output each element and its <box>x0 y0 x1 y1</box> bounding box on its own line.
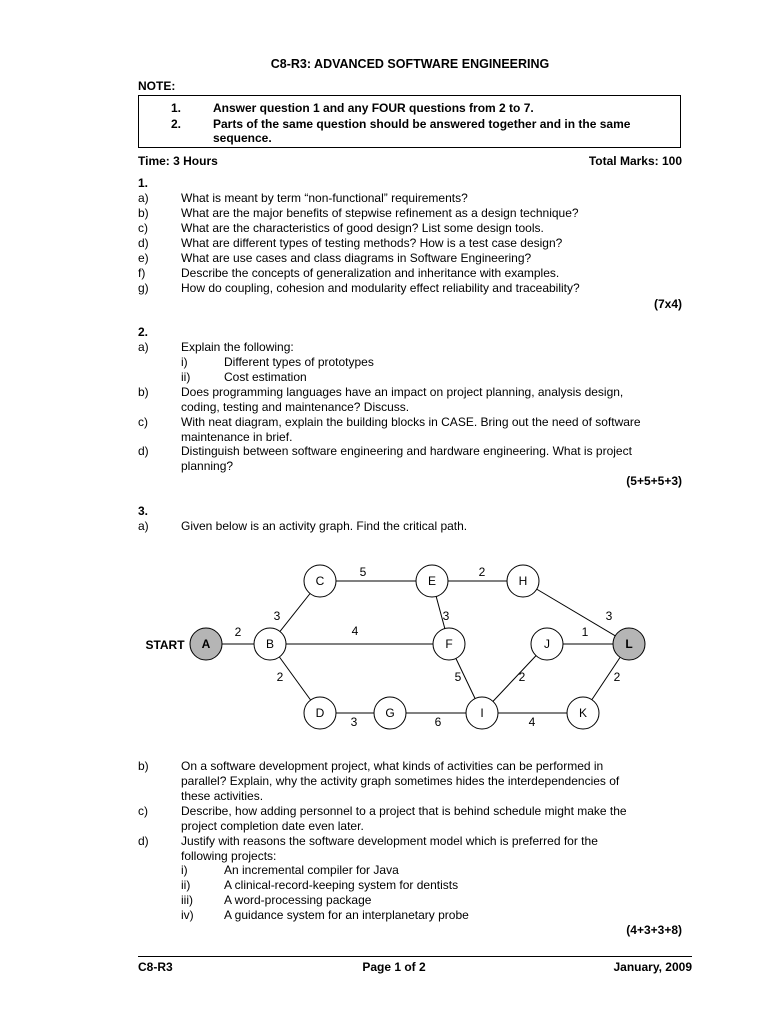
part-label: g) <box>138 281 149 295</box>
part-label: b) <box>138 385 149 399</box>
total-marks: Total Marks: 100 <box>588 154 682 168</box>
node-label: C <box>315 574 325 588</box>
edge-weight: 6 <box>434 715 442 729</box>
subpart-label: i) <box>181 863 188 877</box>
subpart-text: An incremental compiler for Java <box>224 863 399 877</box>
note-number: 2. <box>171 117 182 131</box>
subpart-label: ii) <box>181 370 191 384</box>
edge-weight: 2 <box>478 565 486 579</box>
time-label: Time: 3 Hours <box>138 154 218 168</box>
part-text-continued: planning? <box>181 459 234 473</box>
part-text: What are the characteristics of good design? List some design tools. <box>181 221 544 235</box>
marks: (4+3+3+8) <box>626 923 682 937</box>
part-text: Does programming languages have an impact on project planning, analysis design, <box>181 385 624 399</box>
part-label: d) <box>138 834 149 848</box>
part-label: b) <box>138 759 149 773</box>
edge-weight: 4 <box>528 715 536 729</box>
edge-weight: 5 <box>454 670 462 684</box>
page-number: Page 1 of 2 <box>362 960 426 974</box>
part-text: Describe, how adding personnel to a project that is behind schedule might make the <box>181 804 627 818</box>
marks: (5+5+5+3) <box>626 474 682 488</box>
part-text: Distinguish between software engineering and hardware engineering. What is project <box>181 444 632 458</box>
part-text-continued: following projects: <box>181 849 277 863</box>
part-text: Given below is an activity graph. Find the critical path. <box>181 519 468 533</box>
part-text-continued: parallel? Explain, why the activity graph sometimes hides the interdependencies of <box>181 774 620 788</box>
subpart-text: A clinical-record-keeping system for dentists <box>224 878 459 892</box>
node-label: D <box>315 706 325 720</box>
question-number: 1. <box>138 176 149 190</box>
node-label: L <box>625 637 633 651</box>
part-label: c) <box>138 221 148 235</box>
part-label: c) <box>138 804 148 818</box>
note-text: Answer question 1 and any FOUR questions from 2 to 7. <box>213 101 534 115</box>
node-label: E <box>427 574 437 588</box>
part-label: e) <box>138 251 149 265</box>
note-text: Parts of the same question should be answered together and in the same <box>213 117 631 131</box>
node-label: H <box>518 574 528 588</box>
footer-divider <box>138 956 692 957</box>
edge-weight: 3 <box>605 609 613 623</box>
subpart-text: Cost estimation <box>224 370 307 384</box>
edge-weight: 5 <box>359 565 367 579</box>
subpart-text: A word-processing package <box>224 893 372 907</box>
edge-weight: 3 <box>273 609 281 623</box>
note-number: 1. <box>171 101 182 115</box>
node-label: J <box>544 637 550 651</box>
start-label: START <box>145 638 185 652</box>
footer-date: January, 2009 <box>613 960 692 974</box>
node-label: B <box>265 637 275 651</box>
node-label: I <box>480 706 484 720</box>
question-number: 3. <box>138 504 149 518</box>
note-label: NOTE: <box>138 79 176 93</box>
part-text-continued: these activities. <box>181 789 264 803</box>
subpart-label: iii) <box>181 893 193 907</box>
part-text: What are the major benefits of stepwise refinement as a design technique? <box>181 206 579 220</box>
subpart-text: Different types of prototypes <box>224 355 374 369</box>
part-text: Justify with reasons the software development model which is preferred for the <box>181 834 598 848</box>
note-text-continued: sequence. <box>213 131 272 145</box>
node-label: G <box>385 706 395 720</box>
part-text-continued: project completion date even later. <box>181 819 364 833</box>
part-label: a) <box>138 340 149 354</box>
edge-weight: 3 <box>350 715 358 729</box>
part-label: d) <box>138 444 149 458</box>
part-text: What are use cases and class diagrams in Software Engineering? <box>181 251 532 265</box>
part-label: b) <box>138 206 149 220</box>
part-text: What is meant by term “non-functional” requirements? <box>181 191 468 205</box>
part-label: a) <box>138 519 149 533</box>
part-label: d) <box>138 236 149 250</box>
node-label: F <box>445 637 453 651</box>
edge-weight: 1 <box>581 625 589 639</box>
node-label: K <box>578 706 588 720</box>
edge-weight: 2 <box>518 670 526 684</box>
part-text: With neat diagram, explain the building blocks in CASE. Bring out the need of software <box>181 415 641 429</box>
question-number: 2. <box>138 325 149 339</box>
subpart-text: A guidance system for an interplanetary probe <box>224 908 469 922</box>
footer-code: C8-R3 <box>138 960 173 974</box>
part-text: On a software development project, what kinds of activities can be performed in <box>181 759 604 773</box>
part-text: How do coupling, cohesion and modularity effect reliability and traceability? <box>181 281 580 295</box>
marks: (7x4) <box>653 297 682 311</box>
part-label: a) <box>138 191 149 205</box>
subpart-label: ii) <box>181 878 191 892</box>
edge-weight: 2 <box>613 670 621 684</box>
subpart-label: iv) <box>181 908 194 922</box>
edge-weight: 2 <box>276 670 284 684</box>
part-label: c) <box>138 415 148 429</box>
edge-weight: 4 <box>351 624 359 638</box>
part-text: What are different types of testing methods? How is a test case design? <box>181 236 563 250</box>
subpart-label: i) <box>181 355 188 369</box>
part-text: Explain the following: <box>181 340 294 354</box>
part-label: f) <box>138 266 146 280</box>
edge-weight: 2 <box>234 625 242 639</box>
part-text: Describe the concepts of generalization and inheritance with examples. <box>181 266 560 280</box>
part-text-continued: maintenance in brief. <box>181 430 293 444</box>
edge-weight: 3 <box>442 609 450 623</box>
page-title: C8-R3: ADVANCED SOFTWARE ENGINEERING <box>270 57 550 71</box>
node-label: A <box>201 637 211 651</box>
part-text-continued: coding, testing and maintenance? Discuss. <box>181 400 410 414</box>
